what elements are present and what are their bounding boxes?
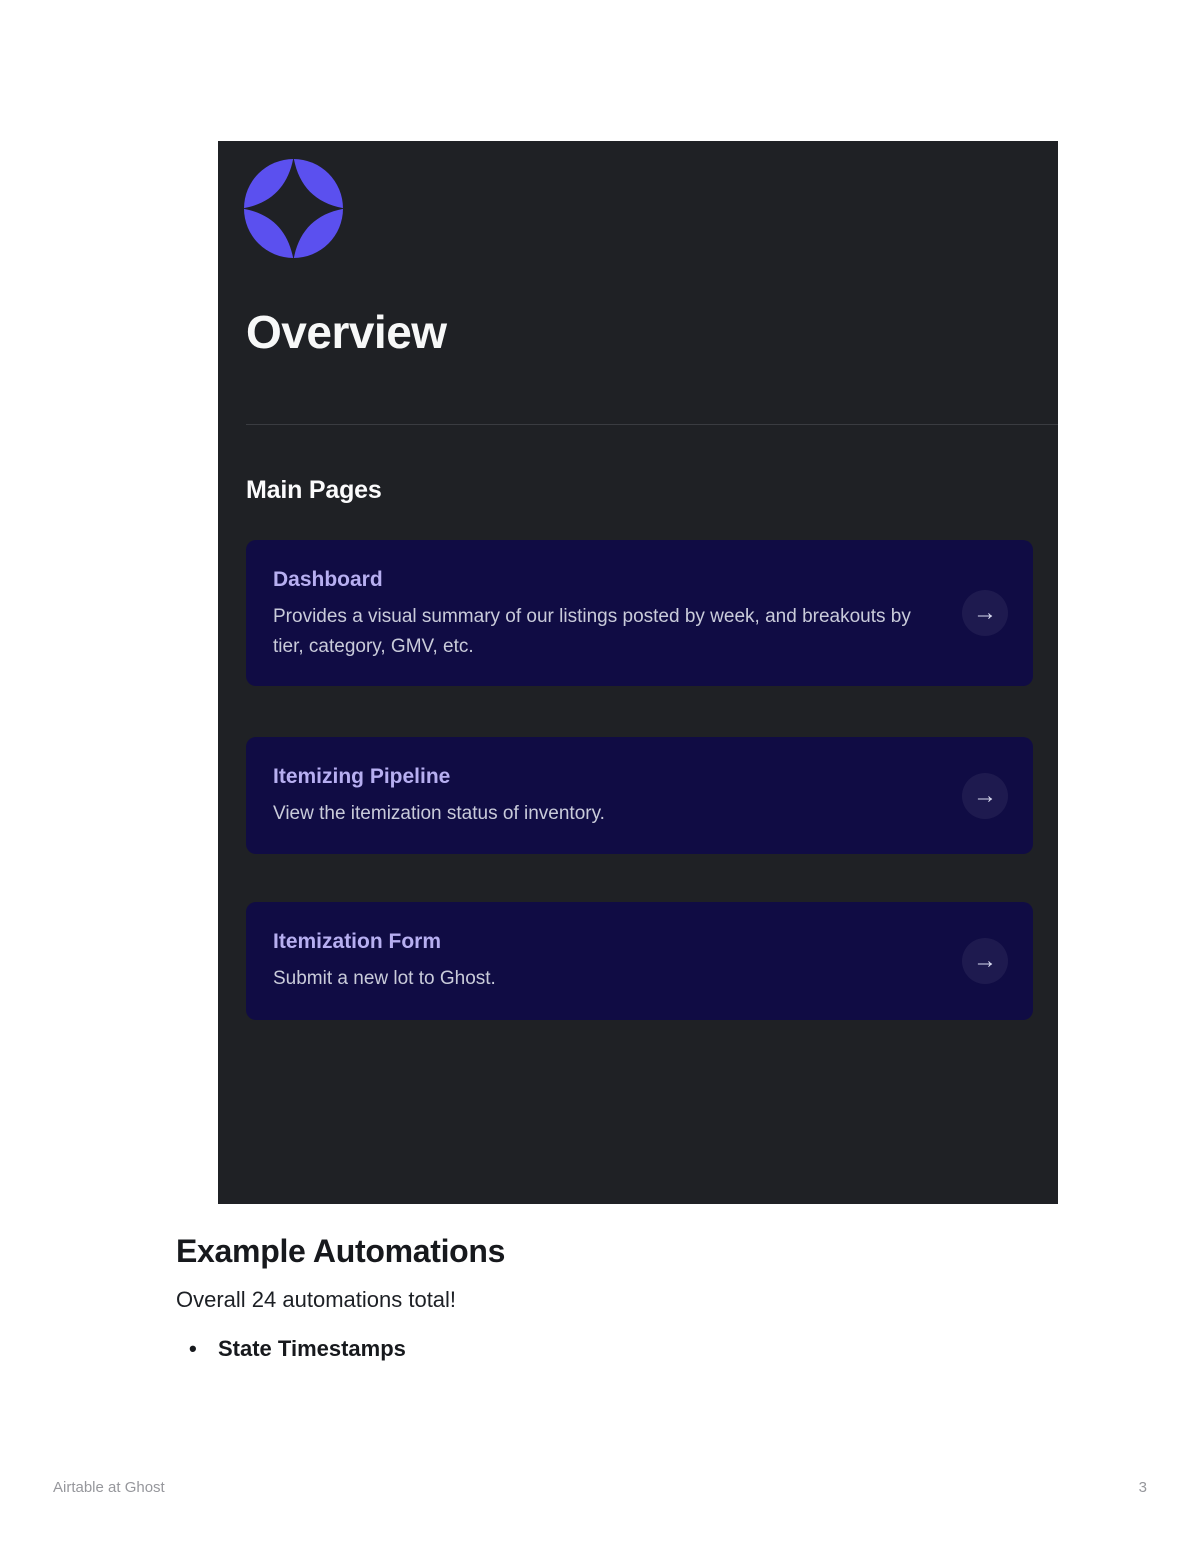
divider bbox=[246, 424, 1058, 425]
card-description: Provides a visual summary of our listings posted by week, and breakouts by tier, category, GMV, etc. bbox=[273, 606, 911, 658]
ghost-logo-icon bbox=[244, 159, 343, 258]
main-pages-heading: Main Pages bbox=[246, 476, 382, 504]
card-title: Dashboard bbox=[273, 568, 383, 591]
card-description: View the itemization status of inventory. bbox=[273, 803, 605, 825]
list-item-label: State Timestamps bbox=[218, 1336, 406, 1361]
page-title: Overview bbox=[246, 306, 447, 358]
footer-document-title: Airtable at Ghost bbox=[53, 1479, 165, 1496]
arrow-right-icon: → bbox=[973, 781, 997, 809]
card-title: Itemizing Pipeline bbox=[273, 765, 451, 788]
arrow-right-icon: → bbox=[973, 947, 997, 974]
card-dashboard[interactable] bbox=[246, 540, 1033, 686]
card-title: Itemization Form bbox=[273, 930, 442, 953]
open-itemizing-pipeline-button[interactable] bbox=[962, 773, 1008, 819]
open-dashboard-button[interactable] bbox=[962, 590, 1008, 636]
body-text: Overall 24 automations total! bbox=[176, 1287, 457, 1312]
card-itemization-form[interactable] bbox=[246, 902, 1033, 1020]
footer-page-number: 3 bbox=[1138, 1479, 1147, 1496]
embedded-screenshot-panel bbox=[218, 141, 1058, 1204]
card-description: Submit a new lot to Ghost. bbox=[273, 968, 496, 990]
open-itemization-form-button[interactable] bbox=[962, 938, 1008, 984]
bullet-icon: • bbox=[189, 1336, 197, 1361]
section-heading-example-automations: Example Automations bbox=[176, 1233, 506, 1269]
card-itemizing-pipeline[interactable] bbox=[246, 737, 1033, 854]
list-item bbox=[176, 1334, 406, 1365]
arrow-right-icon: → bbox=[973, 599, 997, 626]
